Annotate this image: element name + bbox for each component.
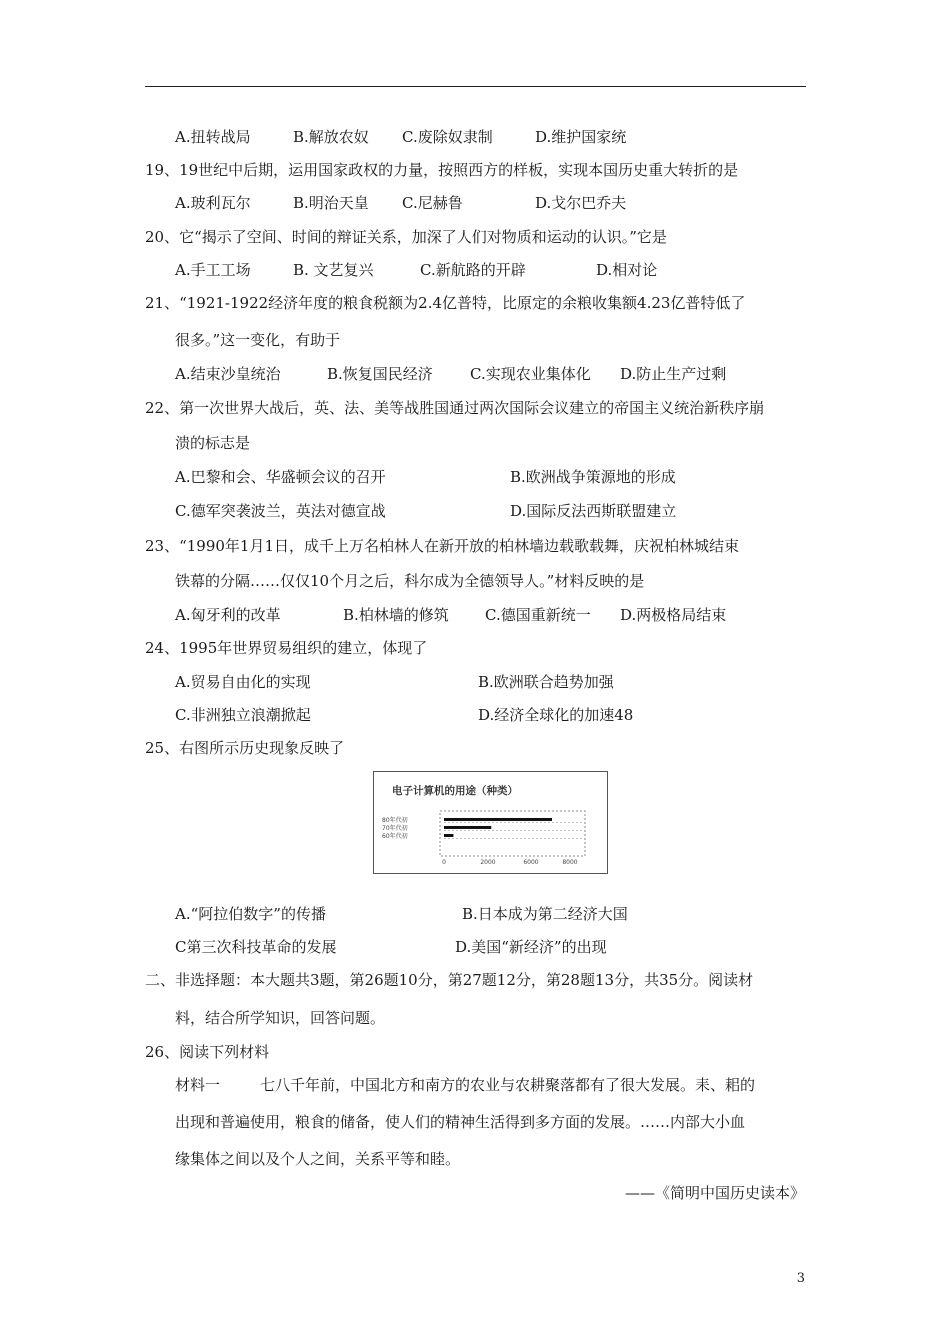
chart-category-label: 70年代初 (382, 825, 408, 832)
page-number: 3 (796, 1271, 805, 1286)
q20-option-a: A.手工工场 (175, 261, 251, 279)
q25-stem: 25、右图所示历史现象反映了 (145, 739, 345, 757)
section2-line2: 料，结合所学知识，回答问题。 (175, 1009, 386, 1027)
q24-option-d: D.经济全球化的加速48 (478, 706, 634, 724)
q18-option-a: A.扭转战局 (175, 128, 251, 146)
q23-option-b: B.柏林墙的修筑 (343, 606, 449, 624)
q22-option-d: D.国际反法西斯联盟建立 (510, 502, 677, 520)
chart-tick-label: 6000 (523, 859, 539, 866)
q26-source: ——《简明中国历史读本》 (624, 1184, 805, 1202)
q19-option-d: D.戈尔巴乔夫 (535, 194, 627, 212)
chart-frame (440, 811, 585, 856)
q23-stem-line1: 23、“1990年1月1日，成千上万名柏林人在新开放的柏林墙边载歌载舞，庆祝柏林城结束 (145, 537, 740, 555)
chart-title: 电子计算机的用途（种类） (392, 785, 518, 797)
q24-option-b: B.欧洲联合趋势加强 (478, 673, 614, 691)
q21-option-a: A.结束沙皇统治 (175, 365, 281, 383)
q22-option-b: B.欧洲战争策源地的形成 (510, 468, 676, 486)
chart-tick-label: 8000 (562, 859, 578, 866)
q25-option-b: B.日本成为第二经济大国 (462, 905, 628, 923)
chart-svg (374, 772, 607, 873)
q19-option-a: A.玻利瓦尔 (175, 194, 251, 212)
q22-option-c: C.德军突袭波兰，英法对德宣战 (175, 502, 386, 520)
q25-option-d: D.美国“新经济”的出现 (455, 938, 607, 956)
q20-option-d: D.相对论 (596, 261, 658, 279)
q22-stem-line2: 溃的标志是 (175, 434, 251, 452)
chart-bar (444, 826, 491, 829)
q19-option-c: C.尼赫鲁 (402, 194, 463, 212)
q20-option-b: B. 文艺复兴 (293, 261, 374, 279)
q26-stem: 26、阅读下列材料 (145, 1043, 270, 1061)
chart-category-label: 80年代初 (382, 817, 408, 824)
q21-option-d: D.防止生产过剩 (620, 365, 727, 383)
q21-option-c: C.实现农业集体化 (470, 365, 591, 383)
chart-category-label: 60年代初 (382, 833, 408, 840)
q24-option-c: C.非洲独立浪潮掀起 (175, 706, 311, 724)
q26-material1-line3: 缘集体之间以及个人之间，关系平等和睦。 (175, 1150, 461, 1168)
q26-material1-line2: 出现和普遍使用，粮食的储备，使人们的精神生活得到多方面的发展。……内部大小血 (175, 1113, 746, 1131)
chart-bar (444, 834, 453, 837)
q24-stem: 24、1995年世界贸易组织的建立，体现了 (145, 639, 428, 657)
q25-option-a: A.“阿拉伯数字”的传播 (175, 905, 326, 923)
q24-option-a: A.贸易自由化的实现 (175, 673, 311, 691)
q18-option-b: B.解放农奴 (293, 128, 369, 146)
chart-tick-label: 2000 (480, 859, 496, 866)
q23-option-d: D.两极格局结束 (620, 606, 727, 624)
q21-stem-line1: 21、“1921-1922经济年度的粮食税额为2.4亿普特，比原定的余粮收集额4.23亿普特低了 (145, 294, 746, 312)
q19-option-b: B.明治天皇 (293, 194, 369, 212)
q23-stem-line2: 铁幕的分隔……仅仅10个月之后，科尔成为全德领导人。”材料反映的是 (175, 572, 645, 590)
q21-stem-line2: 很多。”这一变化，有助于 (175, 331, 341, 349)
q21-option-b: B.恢复国民经济 (327, 365, 433, 383)
chart-bar (444, 818, 552, 821)
q19-stem: 19、19世纪中后期，运用国家政权的力量，按照西方的样板，实现本国历史重大转折的是 (145, 161, 739, 179)
chart-tick-label: 0 (442, 859, 446, 866)
q18-option-c: C.废除奴隶制 (402, 128, 493, 146)
q25-option-c: C第三次科技革命的发展 (175, 938, 337, 956)
q20-option-c: C.新航路的开辟 (420, 261, 526, 279)
section2-line1: 二、非选择题：本大题共3题，第26题10分，第27题12分，第28题13分，共35分。阅读材 (145, 971, 754, 989)
header-rule (145, 86, 806, 87)
q23-option-c: C.德国重新统一 (485, 606, 591, 624)
computer-usage-chart (373, 771, 608, 874)
q22-option-a: A.巴黎和会、华盛顿会议的召开 (175, 468, 386, 486)
q18-option-d: D.维护国家统 (535, 128, 627, 146)
q26-material1-line1: 七八千年前，中国北方和南方的农业与农耕聚落都有了很大发展。耒、耜的 (260, 1076, 756, 1094)
q20-stem: 20、它“揭示了空间、时间的辩证关系，加深了人们对物质和运动的认识。”它是 (145, 228, 667, 246)
q26-material1-label: 材料一 (175, 1076, 221, 1094)
q23-option-a: A.匈牙利的改革 (175, 606, 281, 624)
q22-stem-line1: 22、第一次世界大战后，英、法、美等战胜国通过两次国际会议建立的帝国主义统治新秩序崩 (145, 399, 765, 417)
